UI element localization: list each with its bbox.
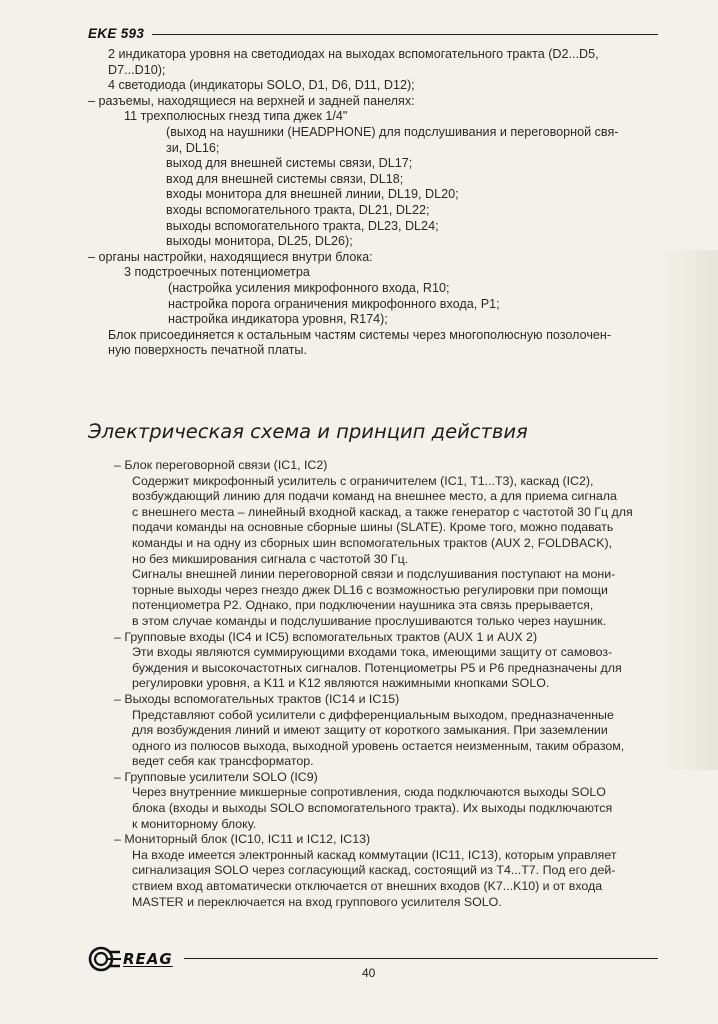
paragraph-line: буждения и высокочастотных сигналов. Потенциометры P5 и P6 предназначены для <box>132 660 622 675</box>
paragraph-line: ствием вход автоматически отключается от внешних входов (K7...K10) и от входа <box>132 879 603 894</box>
spec-line: (настройка усиления микрофонного входа, R10; <box>168 280 450 295</box>
subsection-heading: – Групповые входы (IC4 и IC5) вспомогательных трактов (AUX 1 и AUX 2) <box>114 629 538 644</box>
paragraph-line: с внешнего места – линейный входной каскад, а также генератор с частотой 30 Гц для <box>132 504 633 519</box>
paragraph-line: блока (входы и выходы SOLO вспомогательного тракта). Их выходы подключаются <box>132 801 613 816</box>
spec-line: – органы настройки, находящиеся внутри блока: <box>88 249 373 264</box>
spec-line: настройка порога ограничения микрофонного входа, P1; <box>168 296 500 311</box>
paragraph-line: регулировки уровня, а K11 и K12 являются нажимными кнопками SOLO. <box>132 676 550 691</box>
paragraph-line: ведет себя как трансформатор. <box>132 754 314 769</box>
spec-line: зи, DL16; <box>166 140 220 155</box>
paragraph-line: в этом случае команды и подслушивание прослушиваются только через наушник. <box>132 613 607 628</box>
header-rule <box>152 34 658 35</box>
footer-rule <box>184 958 658 959</box>
reag-logo <box>88 946 173 972</box>
operation-description <box>114 458 674 910</box>
spec-line: 2 индикатора уровня на светодиодах на выходах вспомогательного тракта (D2...D5, <box>108 47 599 61</box>
spec-line: входы монитора для внешней линии, DL19, DL20; <box>166 187 459 202</box>
subsection-heading: – Групповые усилители SOLO (IC9) <box>114 769 318 784</box>
paragraph-line: Содержит микрофонный усилитель с ограничителем (IC1, T1...T3), каскад (IC2), <box>132 473 594 488</box>
section-title: Электрическая схема и принцип действия <box>88 420 528 443</box>
paragraph-line: команды и на одну из сборных шин вспомогательных трактов (AUX 2, FOLDBACK), <box>132 535 613 550</box>
spec-line: выходы вспомогательного тракта, DL23, DL24; <box>166 218 439 233</box>
spec-line: – разъемы, находящиеся на верхней и задней панелях: <box>88 93 415 108</box>
header-title: EKE 593 <box>88 25 145 41</box>
paragraph-line: Сигналы внешней линии переговорной связи и подслушивания поступают на мони- <box>132 567 616 582</box>
spec-line: 3 подстроечных потенциометра <box>124 265 310 280</box>
paragraph-line: Через внутренние микшерные сопротивления, сюда подключаются выходы SOLO <box>132 785 606 800</box>
paragraph-line: возбуждающий линию для подачи команд на внешнее место, а для приема сигнала <box>132 489 617 504</box>
spec-line: настройка индикатора уровня, R174); <box>168 312 388 327</box>
spec-line: выход для внешней системы связи, DL17; <box>166 156 413 171</box>
spec-line: Блок присоединяется к остальным частям системы через многополюсную позолочен- <box>108 327 612 342</box>
paragraph-line: для возбуждения линий и имеют защиту от короткого замыкания. При заземлении <box>132 723 608 738</box>
paragraph-line: сигнализация SOLO через согласующий каскад, состоящий из T4...T7. Под его дей- <box>132 863 616 878</box>
logo-text: REAG <box>123 950 173 968</box>
spec-line: вход для внешней системы связи, DL18; <box>166 171 404 186</box>
paragraph-line: торные выходы через гнездо джек DL16 с возможностью регулировки при помощи <box>132 582 608 597</box>
paragraph-line: На входе имеется электронный каскад коммутации (IC11, IC13), которым управляет <box>132 847 617 862</box>
paragraph-line: одного из полюсов выхода, выходной уровень остается неизменным, таким образом, <box>132 738 625 753</box>
spec-line: 4 светодиода (индикаторы SOLO, D1, D6, D11, D12); <box>108 78 415 93</box>
subsection-heading: – Блок переговорной связи (IC1, IC2) <box>114 458 328 472</box>
page-number: 40 <box>362 966 376 980</box>
paragraph-line: но без микширования сигнала с частотой 30 Гц. <box>132 551 409 566</box>
paragraph-line: подачи команды на основные сборные шины (SLATE). Кроме того, можно подавать <box>132 520 614 535</box>
paragraph-line: Представляют собой усилители с дифференциальным выходом, предназначенные <box>132 707 614 722</box>
subsection-heading: – Мониторный блок (IC10, IC11 и IC12, IC13) <box>114 832 371 847</box>
paragraph-line: к мониторному блоку. <box>132 816 257 831</box>
paragraph-line: потенциометра P2. Однако, при подключении наушника эта связь прерывается, <box>132 598 594 613</box>
spec-line: выходы монитора, DL25, DL26); <box>166 234 353 249</box>
spec-line: входы вспомогательного тракта, DL21, DL22; <box>166 202 430 217</box>
spec-line: D7...D10); <box>108 62 166 77</box>
spec-line: ную поверхность печатной платы. <box>108 343 307 358</box>
specs-list <box>88 47 668 359</box>
spec-line: (выход на наушники (HEADPHONE) для подслушивания и переговорной свя- <box>166 124 619 139</box>
page-header <box>88 22 658 44</box>
spec-line: 11 трехполюсных гнезд типа джек 1/4" <box>124 109 348 124</box>
paragraph-line: Эти входы являются суммирующими входами тока, имеющими защиту от самовоз- <box>132 645 613 660</box>
subsection-heading: – Выходы вспомогательных трактов (IC14 и IC15) <box>114 691 400 706</box>
reag-logo-icon <box>88 946 122 972</box>
paragraph-line: MASTER и переключается на вход группового усилителя SOLO. <box>132 894 502 909</box>
